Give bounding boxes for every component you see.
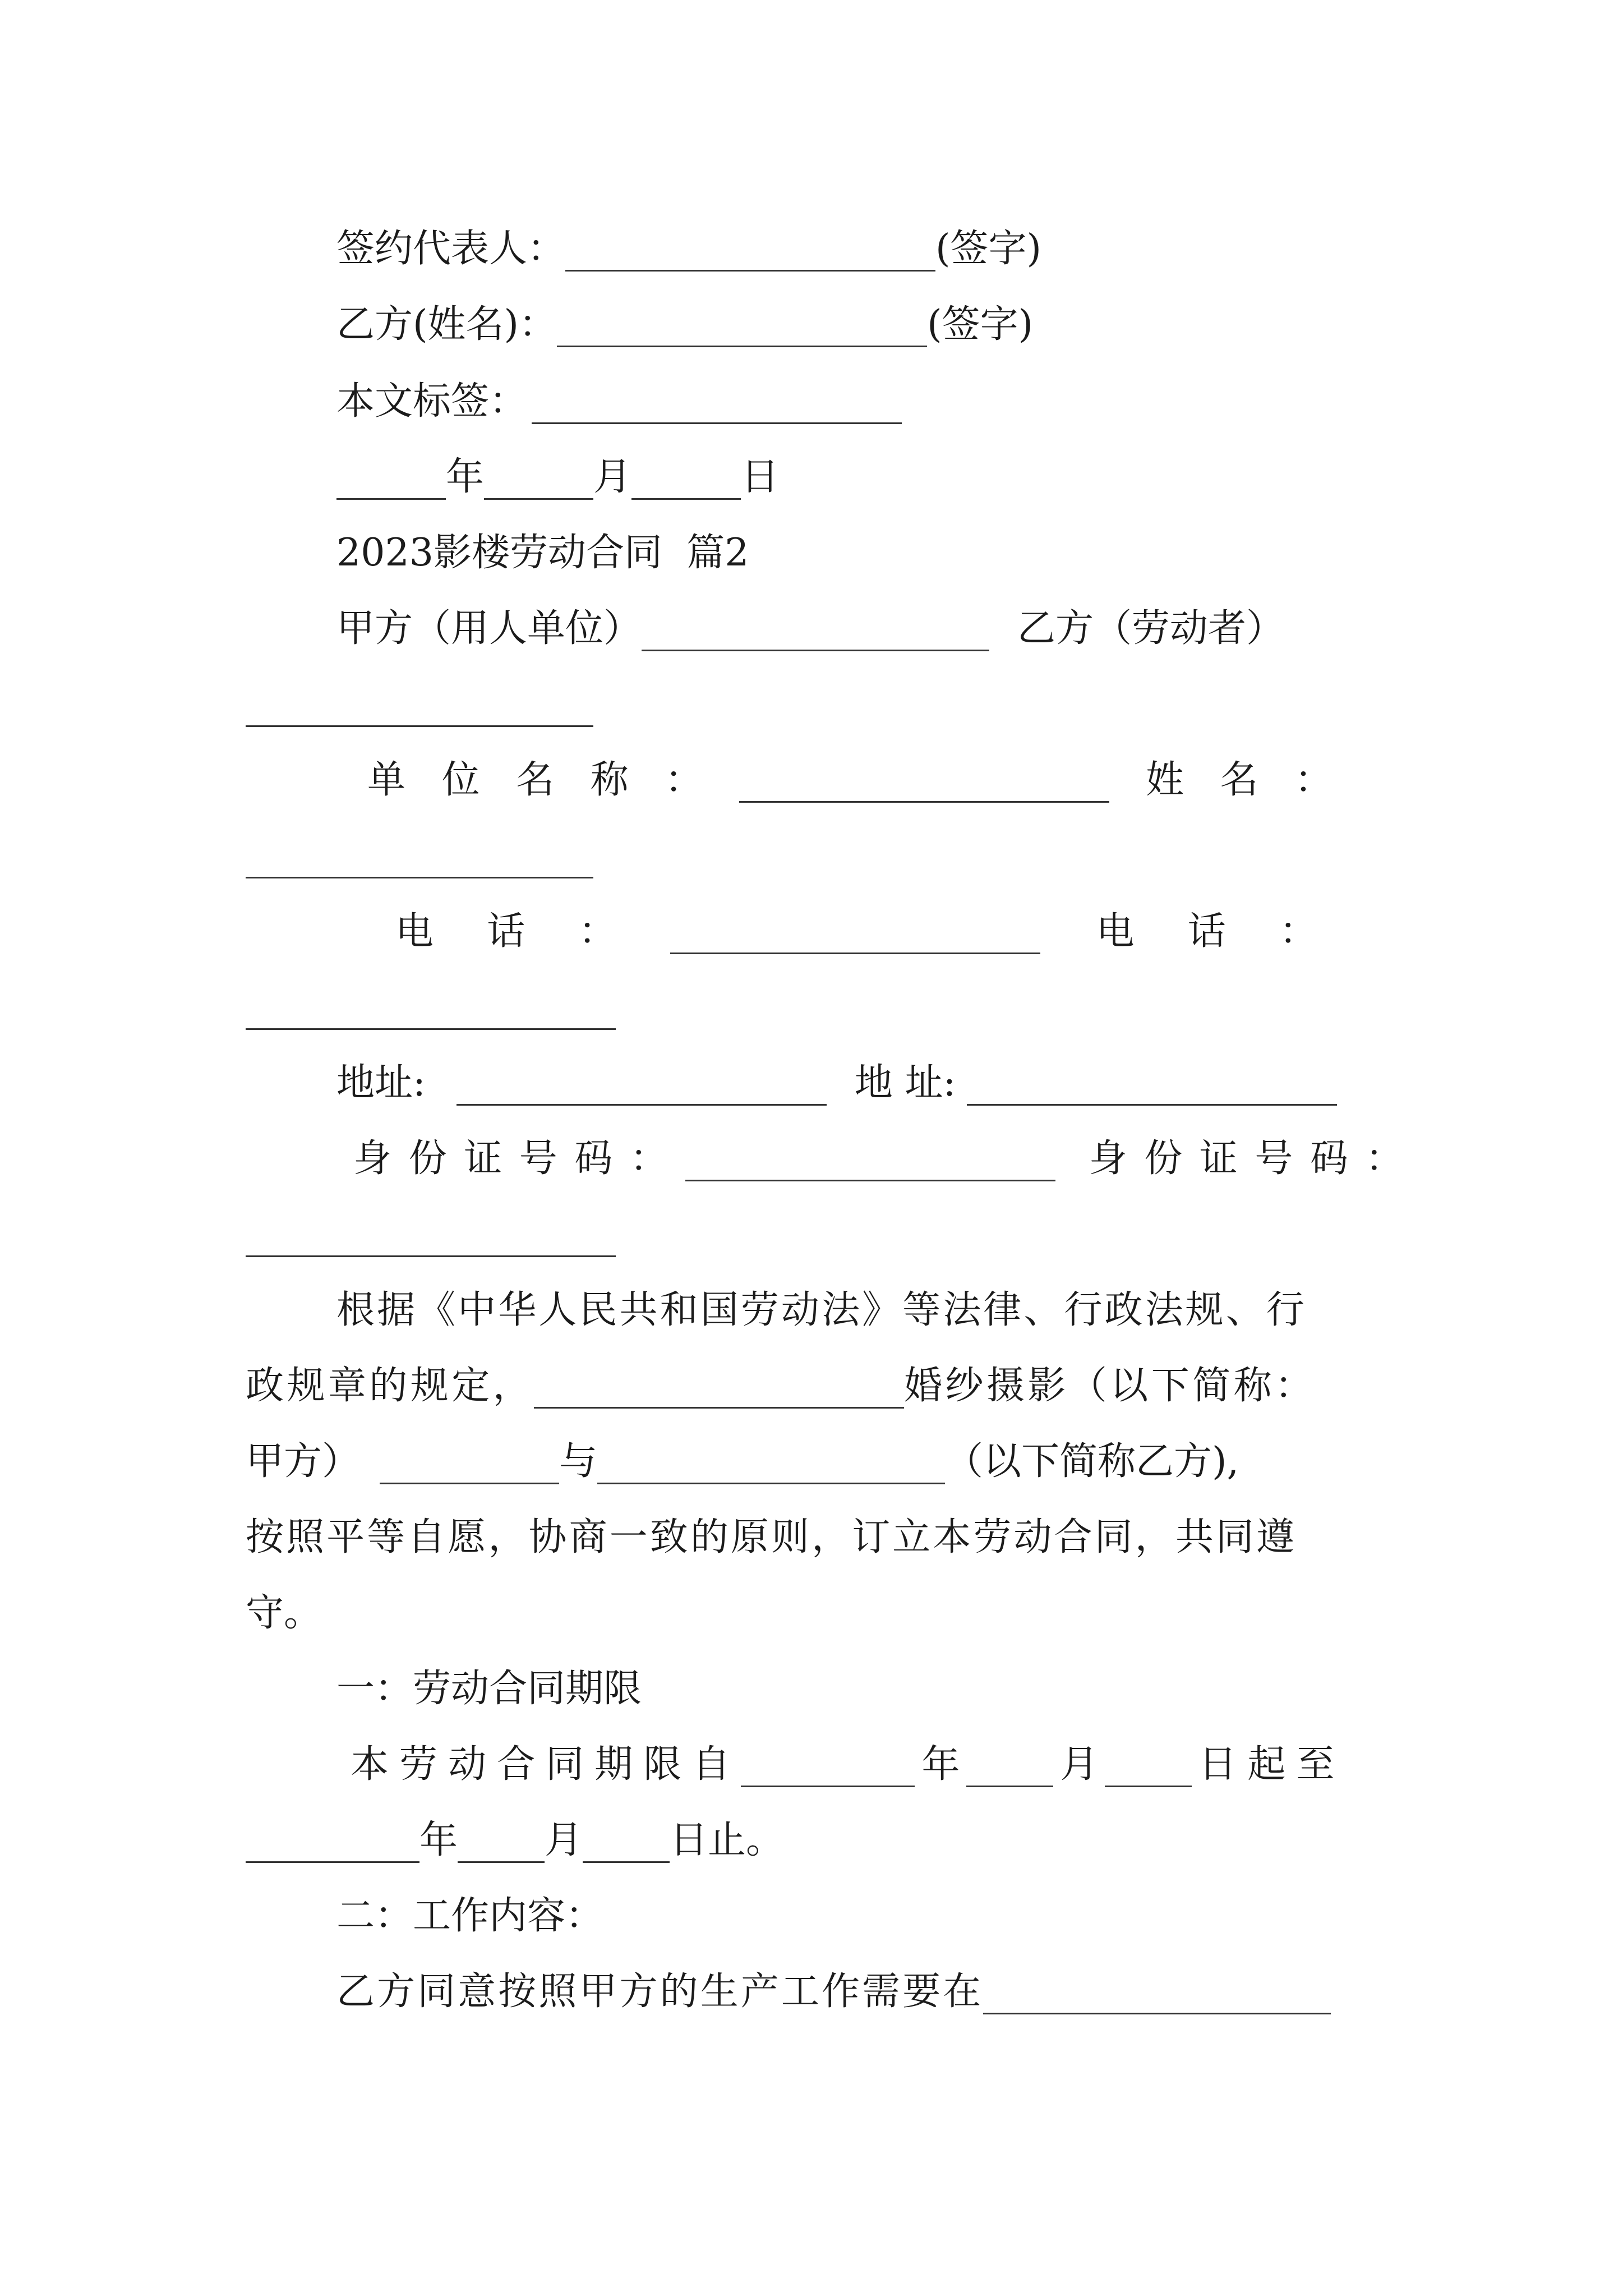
term-start-month-blank[interactable] [966, 1747, 1053, 1787]
name-label: 姓名： [1146, 758, 1369, 802]
tag-label: 本文标签： [336, 379, 528, 424]
term-end-year-blank[interactable] [246, 1823, 419, 1863]
party-b-sign-suffix: (签字) [927, 302, 1034, 347]
sign-year-blank[interactable] [336, 460, 446, 500]
term-start-year-blank[interactable] [741, 1747, 915, 1787]
sign-month-blank[interactable] [484, 460, 593, 500]
address-label-a: 地址: [336, 1061, 426, 1105]
address-line [336, 1046, 1337, 1105]
intro-line-3: 甲方） 与 （以下简称乙方), [246, 1439, 1239, 1484]
rep-line [336, 212, 1042, 271]
term-line-1: 本劳动合同期限自 年 月 日起至 [351, 1742, 1345, 1787]
rep-sign-suffix: (签字) [935, 227, 1042, 271]
phone-label-a: 电话： [395, 909, 670, 954]
party-b-label: 乙方（劳动者） [1017, 606, 1285, 651]
sign-year-label: 年 [446, 455, 485, 499]
party-b-sign-label: 乙方(姓名)： [336, 302, 557, 347]
rep-blank[interactable] [565, 232, 935, 272]
term-end-month-blank[interactable] [458, 1823, 545, 1863]
term-line-2: 年 月 日止。 [246, 1803, 784, 1860]
party-b-continue-line [246, 668, 593, 724]
phone-a-blank[interactable] [670, 914, 1040, 954]
phone-label-b: 电话： [1096, 909, 1371, 954]
id-a-blank[interactable] [685, 1142, 1055, 1181]
name-blank[interactable] [246, 839, 593, 878]
phone-b-blank[interactable] [246, 990, 616, 1030]
intro-line-5: 守。 [246, 1591, 322, 1635]
work-heading: 二：工作内容： [336, 1894, 604, 1938]
phone-continue-line [246, 970, 616, 1027]
unit-name-label: 单位名称： [367, 758, 740, 802]
parties-line [336, 592, 1285, 651]
unit-name-blank[interactable] [739, 763, 1109, 803]
work-line-1: 乙方同意按照甲方的生产工作需要在 [336, 1955, 1331, 2011]
sign-date-line [336, 440, 780, 499]
name-continue-line [246, 819, 593, 875]
id-line [353, 1122, 1421, 1181]
sign-day-label: 日 [741, 455, 780, 499]
tag-line [336, 365, 902, 424]
party-a-blank[interactable] [642, 611, 989, 651]
address-a-blank[interactable] [457, 1066, 827, 1106]
intro-line-1: 根据《中华人民共和国劳动法》等法律、行政法规、行 [336, 1288, 1307, 1332]
party-b-sign-blank[interactable] [557, 307, 927, 347]
sign-day-blank[interactable] [631, 460, 741, 500]
party-a-label: 甲方（用人单位） [336, 606, 642, 651]
intro-party-b-blank[interactable] [597, 1444, 945, 1484]
intro-line-4: 按照平等自愿，协商一致的原则，订立本劳动合同，共同遵 [246, 1515, 1297, 1559]
party-b-blank[interactable] [246, 687, 593, 727]
id-label-b: 身份证号码： [1089, 1137, 1421, 1181]
address-b-blank[interactable] [967, 1066, 1337, 1106]
phone-line [395, 895, 1371, 954]
section-title: 2023影楼劳动合同 篇2 [336, 531, 749, 575]
id-label-a: 身份证号码： [353, 1137, 685, 1181]
id-b-blank[interactable] [246, 1217, 616, 1257]
id-continue-line [246, 1198, 616, 1254]
party-b-sign-line [336, 288, 1034, 347]
intro-line-2: 政规章的规定， 婚纱摄影（以下简称： [246, 1364, 1316, 1408]
sign-month-label: 月 [593, 455, 632, 499]
unit-name-line [367, 743, 1369, 802]
intro-company-blank[interactable] [534, 1369, 904, 1409]
work-place-blank[interactable] [983, 1975, 1331, 2014]
term-heading: 一：劳动合同期限 [336, 1667, 642, 1711]
intro-party-a-blank[interactable] [380, 1444, 559, 1484]
rep-label: 签约代表人： [336, 227, 566, 271]
address-label-b: 地 址: [854, 1061, 956, 1105]
term-end-day-blank[interactable] [583, 1823, 670, 1863]
term-start-day-blank[interactable] [1105, 1747, 1192, 1787]
tag-blank[interactable] [532, 384, 902, 424]
